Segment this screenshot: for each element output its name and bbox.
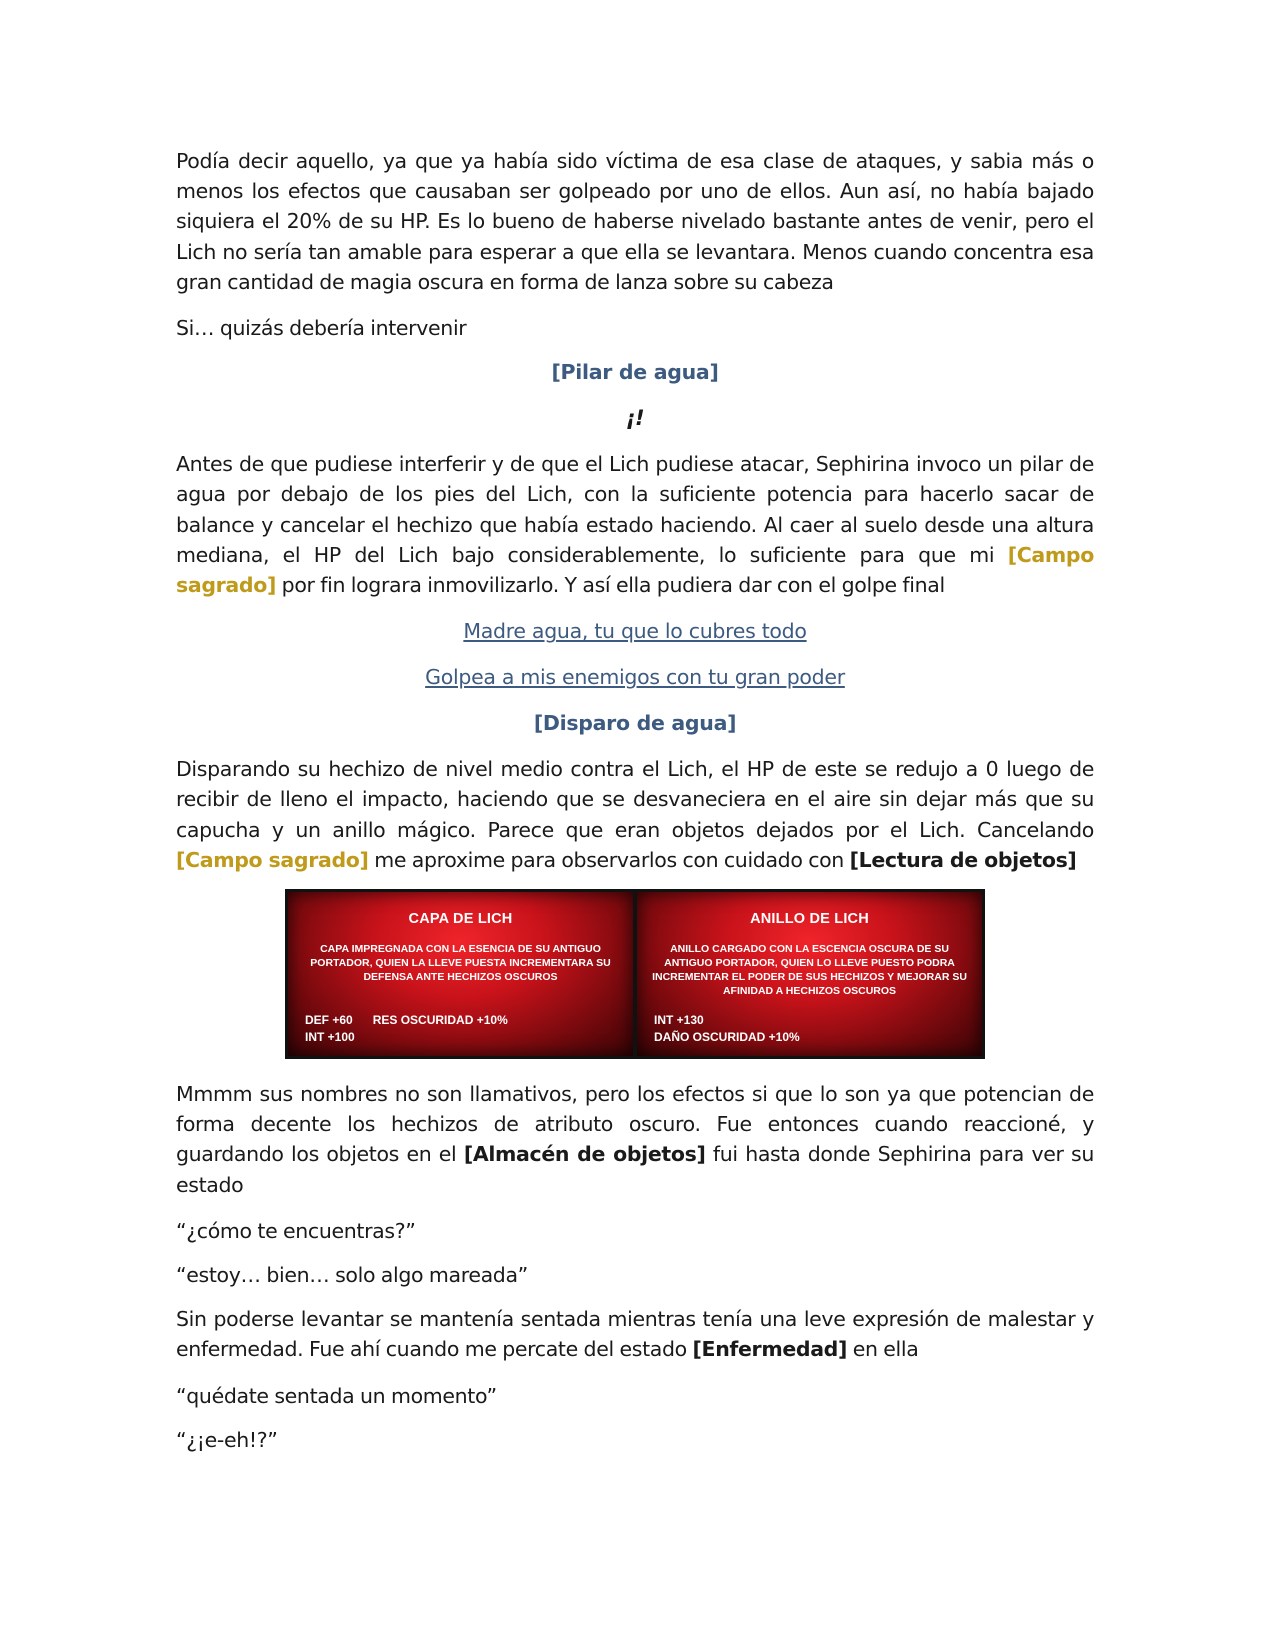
stat: INT +100 — [305, 1029, 355, 1044]
text: me aproxime para observarlos con cuidado con — [368, 847, 850, 872]
item-description: ANILLO CARGADO CON LA ESCENCIA OSCURA DE SU ANTIGUO PORTADOR, QUIEN LO LLEVE PUESTO PODRA INCREMENTAR EL PODER DE SUS HECHIZOS Y MEJORAR SU AFINIDAD A HECHIZOS OSCUROS — [652, 943, 967, 998]
spell-name — [176, 708, 1094, 738]
paragraph — [176, 1079, 1094, 1200]
skill-label: [Enfermedad] — [692, 1337, 848, 1362]
stat: INT +130 — [654, 1013, 704, 1028]
document-page — [176, 146, 1094, 1469]
skill-label: [Campo sagrado] — [176, 542, 1094, 598]
skill-label: [Lectura de objetos] — [849, 847, 1077, 872]
paragraph — [176, 754, 1094, 875]
text: fui hasta donde Sephirina para ver su estado — [176, 1142, 1094, 1197]
dialogue-line: “¿cómo te encuentras?” — [176, 1218, 416, 1243]
skill-label: [Campo sagrado] — [176, 847, 369, 872]
exclamation-text: ¡! — [625, 406, 645, 431]
text: Disparando su hechizo de nivel medio contra el Lich, el HP de este se redujo a 0 luego de recibir de lleno el impacto, haciendo que se desvaneciera en el aire sin dejar más que su capucha y un anillo mágico. Parece que eran objetos dejados por el Lich. Cancelando — [176, 757, 1094, 842]
chant-line — [176, 616, 1094, 646]
text: Sin poderse levantar se mantenía sentada mientras tenía una leve expresión de malestar y enfermedad. Fue ahí cuando me percate del estado — [176, 1307, 1094, 1362]
paragraph — [176, 1304, 1094, 1364]
text: en ella — [847, 1337, 919, 1362]
item-cards-image — [285, 889, 985, 1059]
chant-line — [176, 662, 1094, 692]
text: Mmmm sus nombres no son llamativos, pero los efectos si que lo son ya que potencian de forma decente los hechizos de atributo oscuro. Fue entonces cuando reaccioné, y guardando los objetos en el — [176, 1082, 1094, 1167]
chant-text: Madre agua, tu que lo cubres todo — [463, 619, 807, 644]
spell-label: [Disparo de agua] — [533, 711, 737, 736]
text: por fin lograra inmovilizarlo. Y así ella pudiera dar con el golpe final — [275, 573, 945, 598]
skill-label: [Almacén de objetos] — [463, 1142, 706, 1167]
spell-name — [176, 357, 1094, 387]
item-title: ANILLO DE LICH — [750, 911, 869, 928]
item-title: CAPA DE LICH — [408, 911, 513, 928]
item-stats — [305, 1012, 623, 1045]
stat: DEF +60 — [305, 1013, 353, 1028]
item-card-ring — [637, 892, 982, 1056]
stat: DAÑO OSCURIDAD +10% — [654, 1029, 800, 1044]
dialogue-line: “estoy… bien… solo algo mareada” — [176, 1263, 528, 1288]
item-card-cape — [288, 892, 633, 1056]
exclamation — [176, 403, 1094, 433]
item-description: CAPA IMPREGNADA CON LA ESENCIA DE SU ANTIGUO PORTADOR, QUIEN LA LLEVE PUESTA INCREMENTARA SU DEFENSA ANTE HECHIZOS OSCUROS — [310, 943, 611, 984]
paragraph: Si… quizás debería intervenir — [176, 316, 467, 341]
dialogue-line: “quédate sentada un momento” — [176, 1383, 497, 1408]
chant-text: Golpea a mis enemigos con tu gran poder — [425, 665, 845, 690]
spell-label: [Pilar de agua] — [551, 360, 719, 385]
paragraph — [176, 449, 1094, 600]
item-stats — [654, 1012, 972, 1045]
paragraph: Podía decir aquello, ya que ya había sido víctima de esa clase de ataques, y sabia más o menos los efectos que causaban ser golpeado por uno de ellos. Aun así, no había bajado siquiera el 20% de su HP. Es lo bueno de haberse nivelado bastante antes de venir, pero el Lich no sería tan amable para esperar a que ella se levantara. Menos cuando concentra esa gran cantidad de magia oscura en forma de lanza sobre su cabeza — [176, 149, 1094, 294]
stat: RES OSCURIDAD +10% — [372, 1013, 508, 1028]
text: Antes de que pudiese interferir y de que el Lich pudiese atacar, Sephirina invoco un pilar de agua por debajo de los pies del Lich, con la suficiente potencia para hacerlo sacar de balance y cancelar el hechizo que había estado haciendo. Al caer al suelo desde una altura mediana, el HP del Lich bajo considerablemente, lo suficiente para que mi — [176, 452, 1094, 567]
dialogue-line: “¿¡e-eh!?” — [176, 1427, 278, 1452]
